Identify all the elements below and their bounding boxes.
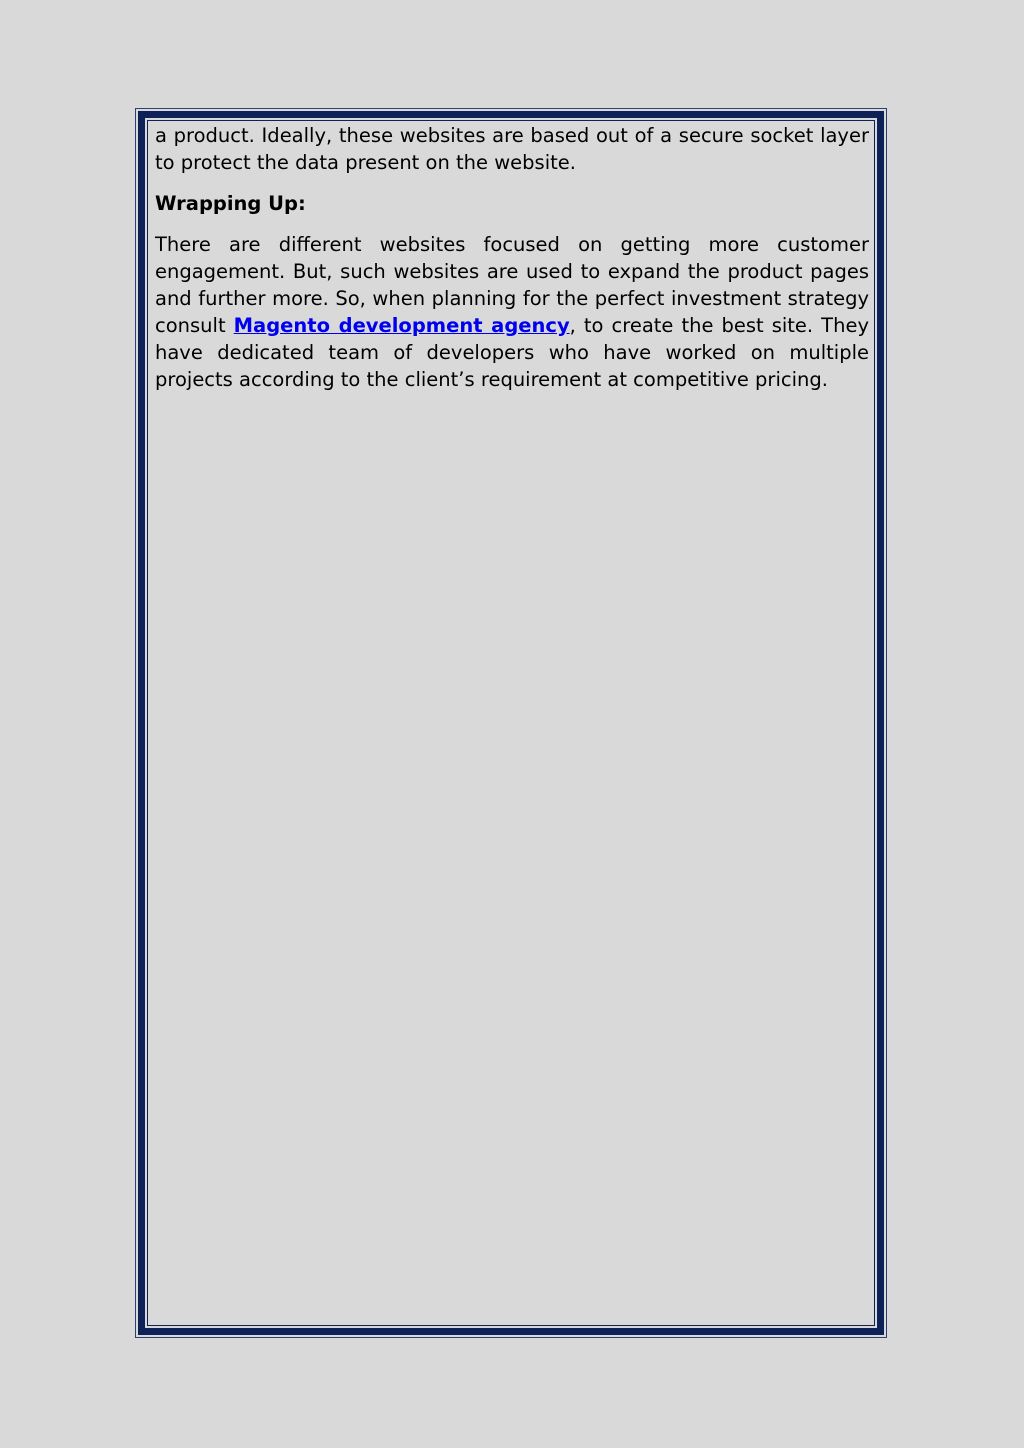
document-body [155,122,869,393]
magento-agency-link[interactable]: Magento development agency [233,314,570,337]
paragraph-conclusion [155,231,869,393]
paragraph-text-before-link: There are different websites focused on getting more customer engagement. But, such websites are used to expand the product pages and further more. So, when planning for the perfect investment strategy consult [155,233,869,337]
paragraph-intro: a product. Ideally, these websites are based out of a secure socket layer to protect the data present on the website. [155,124,869,174]
paragraph-text-after-link: , to create the best site. They have dedicated team of developers who have worked on multiple projects according to the client’s requirement at competitive pricing. [155,314,869,391]
section-heading: Wrapping Up: [155,192,306,215]
